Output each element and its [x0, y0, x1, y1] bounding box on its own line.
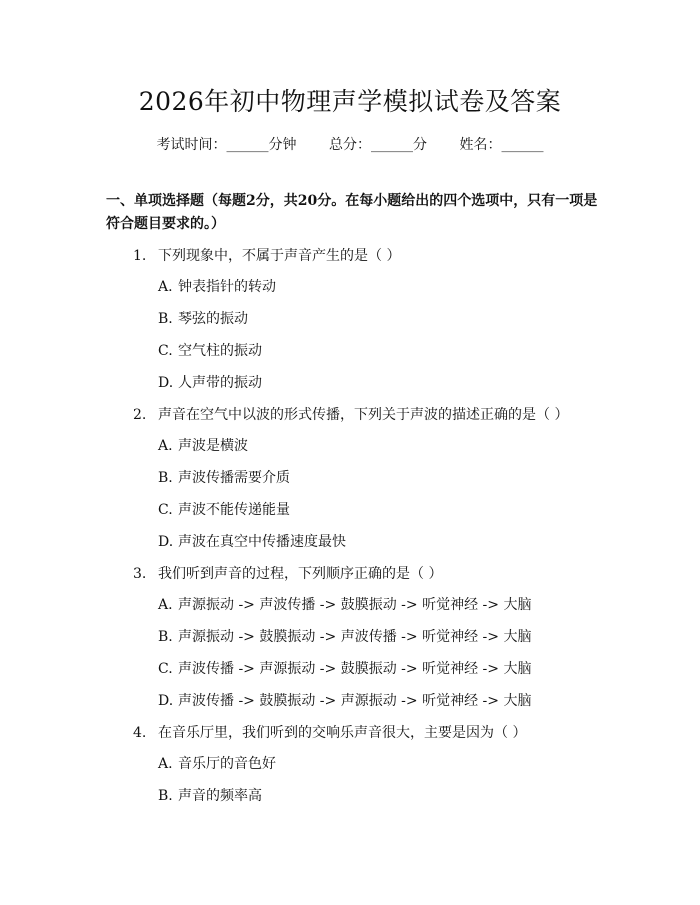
- option-text: 人声带的振动: [178, 375, 262, 391]
- option-letter: B.: [158, 629, 173, 645]
- option-text: 声波在真空中传播速度最快: [178, 534, 346, 550]
- question-number: 4.: [133, 725, 147, 741]
- option-3c: [158, 658, 531, 678]
- option-1c: [158, 340, 262, 360]
- option-1d: [158, 372, 262, 392]
- question-text: 在音乐厅里，我们听到的交响乐声音很大，主要是因为（ ）: [158, 725, 527, 741]
- option-letter: A.: [158, 597, 173, 613]
- option-text: 钟表指针的转动: [178, 279, 276, 295]
- option-letter: B.: [158, 788, 173, 804]
- option-letter: D.: [158, 534, 174, 550]
- question-number: 3.: [133, 566, 147, 582]
- option-text: 声波传播 -> 鼓膜振动 -> 声源振动 -> 听觉神经 -> 大脑: [178, 693, 532, 709]
- option-1a: [158, 276, 276, 296]
- question-text: 我们听到声音的过程，下列顺序正确的是（ ）: [158, 566, 443, 582]
- question-text: 下列现象中，不属于声音产生的是（ ）: [158, 248, 401, 264]
- question-3: [133, 563, 442, 583]
- option-text: 声波传播需要介质: [178, 470, 290, 486]
- option-2d: [158, 531, 346, 551]
- option-3a: [158, 594, 531, 614]
- question-number: 1.: [133, 248, 147, 264]
- question-number: 2.: [133, 407, 147, 423]
- option-2c: [158, 499, 290, 519]
- question-text: 声音在空气中以波的形式传播，下列关于声波的描述正确的是（ ）: [158, 407, 569, 423]
- total-score-field: 总分：______分: [329, 137, 427, 153]
- option-text: 声源振动 -> 鼓膜振动 -> 声波传播 -> 听觉神经 -> 大脑: [178, 629, 532, 645]
- question-4: [133, 722, 526, 742]
- exam-time-field: 考试时间：______分钟: [156, 137, 297, 153]
- option-text: 声源振动 -> 声波传播 -> 鼓膜振动 -> 听觉神经 -> 大脑: [178, 597, 532, 613]
- option-letter: C.: [158, 502, 173, 518]
- option-text: 琴弦的振动: [178, 311, 248, 327]
- option-1b: [158, 308, 248, 328]
- name-field: 姓名：______: [459, 137, 544, 153]
- option-letter: B.: [158, 470, 173, 486]
- option-text: 声音的频率高: [178, 788, 262, 804]
- option-letter: A.: [158, 756, 173, 772]
- option-4b: [158, 785, 262, 805]
- option-text: 声波传播 -> 声源振动 -> 鼓膜振动 -> 听觉神经 -> 大脑: [178, 661, 532, 677]
- option-4a: [158, 753, 276, 773]
- option-3d: [158, 690, 531, 710]
- exam-meta: [0, 134, 700, 154]
- option-letter: C.: [158, 661, 173, 677]
- question-2: [133, 404, 568, 424]
- option-letter: D.: [158, 693, 174, 709]
- option-text: 音乐厅的音色好: [178, 756, 276, 772]
- option-text: 声波不能传递能量: [178, 502, 290, 518]
- option-text: 声波是横波: [178, 438, 248, 454]
- option-2b: [158, 467, 290, 487]
- option-letter: C.: [158, 343, 173, 359]
- option-letter: A.: [158, 279, 173, 295]
- option-letter: A.: [158, 438, 173, 454]
- question-1: [133, 245, 400, 265]
- option-2a: [158, 435, 248, 455]
- page-title: 2026年初中物理声学模拟试卷及答案: [138, 87, 562, 116]
- option-letter: D.: [158, 375, 174, 391]
- option-3b: [158, 626, 531, 646]
- option-text: 空气柱的振动: [178, 343, 262, 359]
- section-heading: 一、单项选择题（每题2分，共20分。在每小题给出的四个选项中，只有一项是符合题目要求的。）: [106, 193, 598, 232]
- option-letter: B.: [158, 311, 173, 327]
